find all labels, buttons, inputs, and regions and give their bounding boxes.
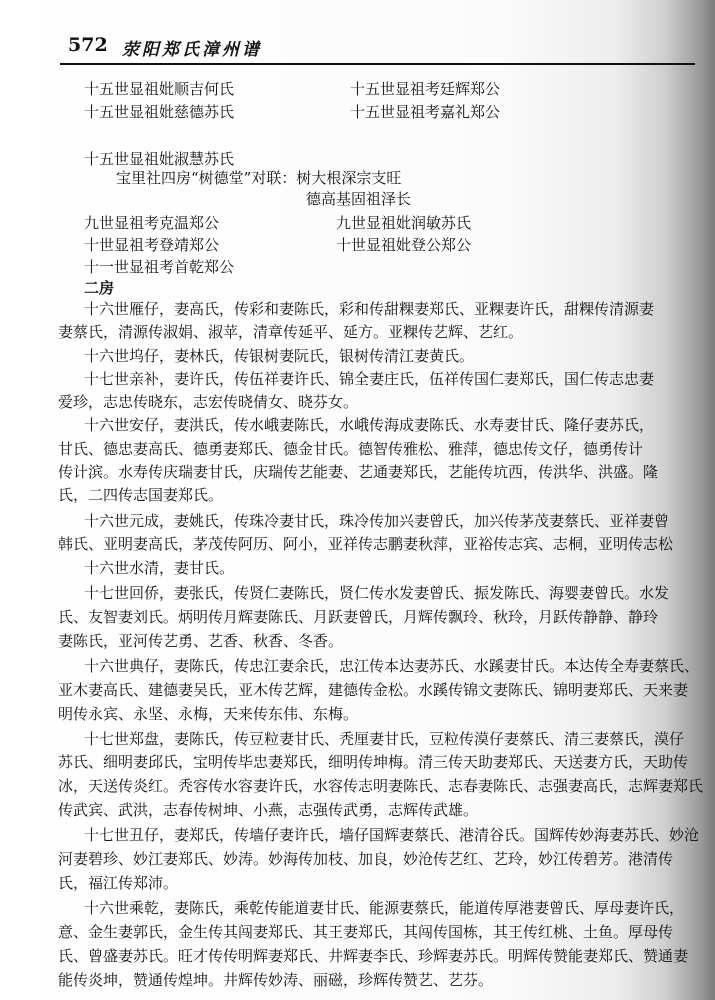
body-line: 十六世元成，妻姚氏，传珠冷妻甘氏，珠冷传加兴妻曾氏，加兴传茅茂妻蔡氏、亚祥妻曾 xyxy=(84,512,670,530)
body-line: 十六世安仔，妻洪氏，传水峨妻陈氏，水峨传海成妻陈氏、水寿妻甘氏、隆仔妻苏氏， xyxy=(84,416,655,434)
body-line: 妻蔡氏，清源传淑娟、淑苹，清章传延平、延方。亚粿传艺辉、艺红。 xyxy=(58,323,524,341)
ancestor-line: 十五世显祖妣顺吉何氏 xyxy=(84,80,235,98)
ancestor-line: 九世显祖考克温郑公 xyxy=(84,214,220,232)
body-line: 十六世雁仔，妻高氏，传彩和妻陈氏，彩和传甜粿妻郑氏、亚粿妻许氏，甜粿传清源妻 xyxy=(84,300,655,318)
body-line: 传武宾、武洪，志春传树坤、小燕，志强传武勇，志辉传武雄。 xyxy=(58,801,479,819)
page-number: 572 xyxy=(68,34,108,56)
body-line: 明传永宾、永坚、永梅，天来传东伟、东梅。 xyxy=(58,705,359,723)
body-line: 十六世水清，妻甘氏。 xyxy=(84,559,235,577)
ancestor-line: 十五世显祖妣慈德苏氏 xyxy=(84,103,235,121)
ancestor-line: 十一世显祖考首乾郑公 xyxy=(84,258,235,276)
body-line: 妻陈氏，亚河传艺勇、艺香、秋香、冬香。 xyxy=(58,632,344,650)
couplet-line: 宝里社四房“树德堂”对联：树大根深宗支旺 xyxy=(116,169,402,187)
couplet-line: 德高基固祖泽长 xyxy=(306,190,412,208)
body-line: 韩氏、亚明妻高氏，茅茂传阿历、阿小，亚祥传志鹏妻秋萍，亚裕传志宾、志桐，亚明传志松 xyxy=(58,535,674,553)
body-line: 十六世乘乾，妻陈氏，乘乾传能道妻甘氏、能源妻蔡氏，能道传厚港妻曾氏、厚母妻许氏， xyxy=(84,899,685,917)
body-line: 十六世坞仔，妻林氏，传银树妻阮氏，银树传清江妻黄氏。 xyxy=(84,347,475,365)
body-line: 十七世回侨，妻张氏，传贤仁妻陈氏，贤仁传水发妻曾氏、振发陈氏、海婴妻曾氏。水发 xyxy=(84,584,670,602)
body-line: 氏，福江传郑沛。 xyxy=(58,874,179,892)
body-line: 氏，二四传志国妻郑氏。 xyxy=(58,486,224,504)
ancestor-line: 九世显祖妣润敏苏氏 xyxy=(336,214,472,232)
body-line: 冰，天送传炎红。秃容传水容妻许氏，水容传志明妻陈氏、志春妻陈氏、志强妻高氏，志辉妻郑氏 xyxy=(58,777,704,795)
book-title: 荥阳郑氏漳州谱 xyxy=(122,40,262,60)
body-line: 十七世郑盘，妻陈氏，传豆粒妻甘氏、秃厘妻甘氏，豆粒传漠仔妻蔡氏、清三妻蔡氏，漠仔 xyxy=(84,730,685,748)
body-line: 亚木妻高氏、建德妻吴氏，亚木传艺辉，建德传金松。水蹊传锦文妻陈氏、锦明妻郑氏、天来妻 xyxy=(58,681,689,699)
body-line: 氏、曾盛妻苏氏。旺才传传明辉妻郑氏、井辉妻李氏、珍辉妻苏氏。明辉传赞能妻郑氏、赞通妻 xyxy=(58,947,689,965)
body-line: 十七世亲补，妻许氏，传伍祥妻许氏、锦全妻庄氏，伍祥传国仁妻郑氏，国仁传志忠妻 xyxy=(84,370,655,388)
body-line: 意、金生妻郭氏，金生传其闯妻郑氏、其王妻郑氏，其闯传国栋，其王传红桃、土鱼。厚母传 xyxy=(58,923,674,941)
body-line: 甘氏、德忠妻高氏、德勇妻郑氏、德金甘氏。德智传雅松、雅萍，德忠传文仔，德勇传计 xyxy=(58,440,644,458)
body-line: 十七世丑仔，妻郑氏，传墙仔妻许氏，墙仔国辉妻蔡氏、港清谷氏。国辉传妙海妻苏氏、妙沧 xyxy=(84,826,700,844)
ancestor-line: 十五世显祖考嘉礼郑公 xyxy=(350,103,501,121)
body-line: 苏氏、细明妻邱氏，宝明传毕忠妻郑氏，细明传坤梅。清三传天助妻郑氏、天送妻方氏，天助传 xyxy=(58,753,689,771)
body-line: 十六世典仔，妻陈氏，传忠江妻余氏，忠江传本达妻苏氏、水蹊妻甘氏。本达传全寿妻蔡氏、 xyxy=(84,657,700,675)
body-line: 氏、友智妻刘氏。炳明传月辉妻陈氏、月跃妻曾氏，月辉传飘玲、秋玲，月跃传静静、静玲 xyxy=(58,608,659,626)
body-line: 河妻碧珍、妙江妻郑氏、妙涛。妙海传加枝、加良，妙沧传艺红、艺玲，妙江传碧芳。港清传 xyxy=(58,850,674,868)
ancestor-line: 十世显祖妣登公郑公 xyxy=(336,236,472,254)
body-line: 爱珍，志忠传晓东，志宏传晓倩女、晓芬女。 xyxy=(58,393,359,411)
section-heading: 二房 xyxy=(84,279,115,297)
body-line: 能传炎坤，赞通传煌坤。井辉传妙涛、丽磁，珍辉传赞艺、艺芬。 xyxy=(58,971,494,989)
ancestor-line: 十五世显祖考廷辉郑公 xyxy=(350,80,501,98)
body-line: 传计滨。水寿传庆瑞妻甘氏，庆瑞传艺能妻、艺通妻郑氏，艺能传坑西，传洪华、洪盛。隆 xyxy=(58,463,659,481)
ancestor-line: 十五世显祖妣淑慧苏氏 xyxy=(84,150,235,168)
ancestor-line: 十世显祖考登靖郑公 xyxy=(84,236,220,254)
